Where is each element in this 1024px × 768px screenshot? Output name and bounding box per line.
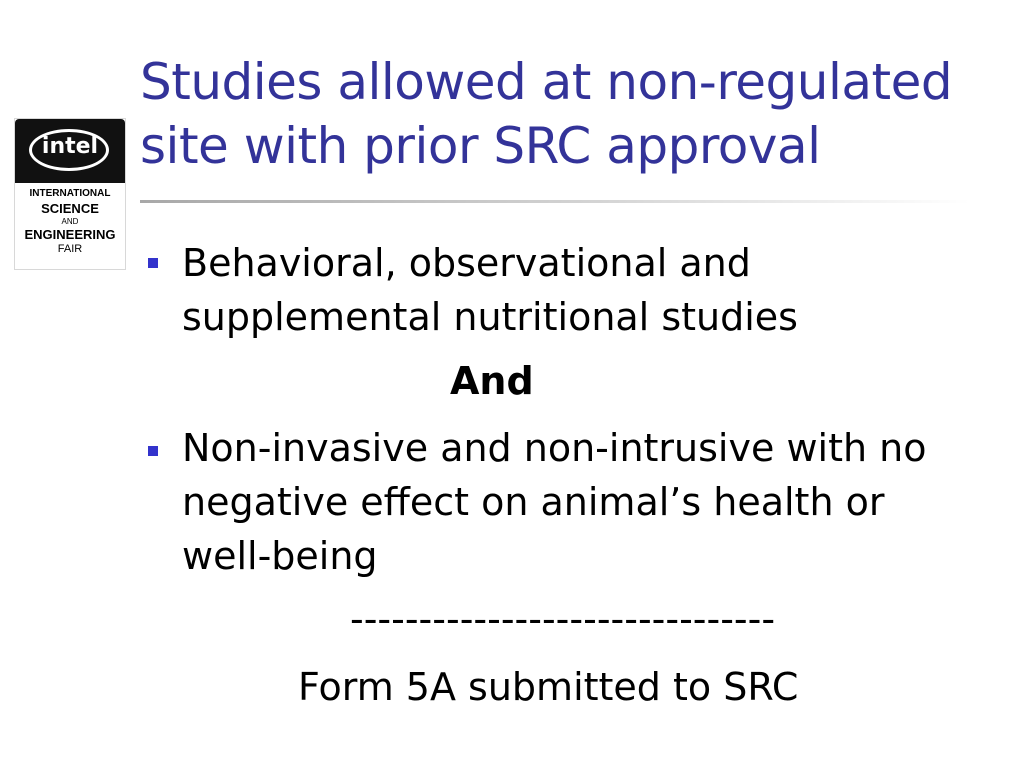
slide-title-line-2: site with prior SRC approval: [140, 117, 821, 175]
logo-line-international: INTERNATIONAL: [29, 188, 111, 199]
logo-line-and: AND: [61, 217, 79, 226]
logo-line-science: SCIENCE: [41, 201, 99, 216]
bullet-item-2-line-1: Non-invasive and non-intrusive with no: [182, 426, 927, 470]
bullet-item-1-line-1: Behavioral, observational and: [182, 241, 751, 285]
bullet-square-icon: [148, 446, 158, 456]
intel-isef-logo: [14, 118, 126, 270]
title-divider: [140, 200, 970, 203]
bullet-item-2-line-3: well-being: [182, 534, 378, 578]
bullet-square-icon: [148, 258, 158, 268]
logo-line-engineering: ENGINEERING: [24, 227, 116, 242]
logo-line-fair: FAIR: [57, 243, 83, 255]
intel-wordmark: intel: [41, 134, 99, 159]
connector-and: And: [450, 359, 534, 403]
bullet-item-1-line-2: supplemental nutritional studies: [182, 295, 798, 339]
slide-title-line-1: Studies allowed at non-regulated: [140, 53, 953, 111]
separator-dashes: -------------------------------: [350, 597, 776, 641]
slide-title: [140, 50, 1000, 178]
bullet-item-2: [182, 421, 926, 583]
intel-badge: [15, 119, 125, 183]
bullet-item-1: [182, 236, 798, 344]
bullet-item-2-line-2: negative effect on animal’s health or: [182, 480, 885, 524]
footer-note: Form 5A submitted to SRC: [298, 665, 799, 709]
